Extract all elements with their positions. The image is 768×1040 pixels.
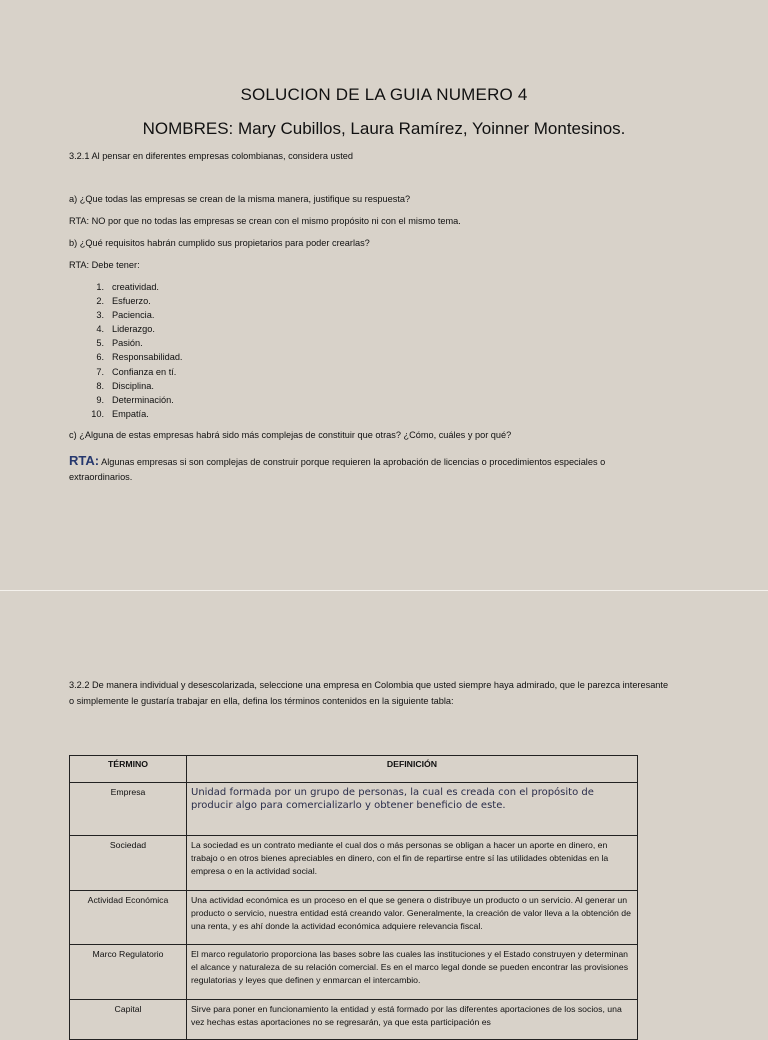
- list-item: [84, 336, 183, 350]
- definition-cell: La sociedad es un contrato mediante el cual dos o más personas se obligan a hacer un aporte en dinero, en trabajo o en otros bienes apreciables en dinero, con el fin de repartirse entre sí las utilidades obtenidas en la empresa o en la actividad social.: [187, 836, 638, 891]
- question-a: a) ¿Que todas las empresas se crean de la misma manera, justifique su respuesta?: [69, 194, 411, 204]
- list-item-number: 8.: [96, 380, 104, 391]
- term-cell: Sociedad: [70, 836, 187, 891]
- list-item-number: 2.: [96, 296, 104, 307]
- term-cell: Actividad Económica: [70, 891, 187, 945]
- list-item-text: Empatía.: [112, 408, 149, 419]
- list-item: [84, 308, 183, 322]
- list-item-number: 5.: [96, 338, 104, 349]
- list-item-number: 4.: [96, 324, 104, 335]
- definition-cell: Unidad formada por un grupo de personas, la cual es creada con el propósito de producir algo para comercializarlo y obtener beneficio de este.: [187, 783, 638, 836]
- table-header-term: TÉRMINO: [70, 756, 187, 783]
- term-cell: Marco Regulatorio: [70, 945, 187, 1000]
- answer-c-label: RTA:: [69, 453, 100, 468]
- term-cell: Capital: [70, 1000, 187, 1040]
- list-item-number: 9.: [96, 394, 104, 405]
- answer-b: RTA: Debe tener:: [69, 260, 140, 270]
- list-item: [84, 350, 183, 364]
- page-title: SOLUCION DE LA GUIA NUMERO 4: [240, 85, 528, 104]
- question-b: b) ¿Qué requisitos habrán cumplido sus propietarios para poder crearlas?: [69, 238, 370, 248]
- list-item: [84, 322, 183, 336]
- list-item-number: 1.: [96, 282, 104, 292]
- list-item-text: Paciencia.: [112, 310, 155, 321]
- list-item-text: Determinación.: [112, 394, 174, 405]
- table-row: [70, 945, 638, 1000]
- list-item-text: Disciplina.: [112, 380, 154, 391]
- list-item-text: Liderazgo.: [112, 324, 155, 335]
- list-item-number: 3.: [96, 310, 104, 321]
- list-item: [84, 393, 183, 407]
- answer-c-text: Algunas empresas si son complejas de construir porque requieren la aprobación de licencias o procedimientos especiales o: [101, 457, 606, 467]
- section-intro-2: [69, 677, 668, 709]
- table-header-definition: DEFINICIÓN: [187, 756, 638, 783]
- authors-names: NOMBRES: Mary Cubillos, Laura Ramírez, Yoinner Montesinos.: [142, 119, 626, 138]
- list-item: [84, 294, 183, 308]
- definition-cell: Sirve para poner en funcionamiento la entidad y está formado por las diferentes aportaciones de los socios, una vez hechas estas aportaciones no se regresarán, ya que esta participación es: [187, 1000, 638, 1040]
- answer-c: [69, 453, 605, 485]
- table-row: [70, 836, 638, 891]
- list-item-text: creatividad.: [112, 282, 159, 292]
- requirements-list: [84, 280, 183, 421]
- table-row: [70, 1000, 638, 1040]
- list-item: [84, 280, 183, 294]
- list-item-number: 7.: [96, 366, 104, 377]
- list-item: [84, 407, 183, 421]
- answer-a: RTA: NO por que no todas las empresas se crean con el mismo propósito ni con el mismo tema.: [69, 216, 461, 226]
- list-item: [84, 365, 183, 379]
- question-c: c) ¿Alguna de estas empresas habrá sido más complejas de constituir que otras? ¿Cómo, cuáles y por qué?: [69, 430, 512, 440]
- list-item-text: Confianza en tí.: [112, 366, 177, 377]
- definitions-table: [69, 755, 638, 1040]
- section-intro: 3.2.1 Al pensar en diferentes empresas colombianas, considera usted: [69, 151, 353, 161]
- list-item-number: 6.: [96, 352, 104, 363]
- table-row: [70, 783, 638, 836]
- section-intro-2-line2: o simplemente le gustaría trabajar en ella, defina los términos contenidos en la siguiente tabla:: [69, 696, 454, 706]
- answer-c-text-2: extraordinarios.: [69, 472, 133, 482]
- list-item-text: Responsabilidad.: [112, 352, 183, 363]
- term-cell: Empresa: [70, 783, 187, 836]
- definition-cell: Una actividad económica es un proceso en el que se genera o distribuye un producto o un servicio. Al generar un producto o servicio, nuestra entidad está creando valor. Generalmente, la creación de valor lleva a la obtención de una renta, y es ahí donde la actividad económica adquiere relevancia fiscal.: [187, 891, 638, 945]
- list-item: [84, 379, 183, 393]
- list-item-number: 10.: [91, 408, 104, 419]
- list-item-text: Pasión.: [112, 338, 143, 349]
- table-row: [70, 891, 638, 945]
- section-intro-2-line1: 3.2.2 De manera individual y desescolarizada, seleccione una empresa en Colombia que usted siempre haya admirado, que le parezca interesante: [69, 680, 669, 690]
- definition-cell: El marco regulatorio proporciona las bases sobre las cuales las instituciones y el Estado construyen y determinan el alcance y naturaleza de su relación comercial. Es en el marco legal donde se pueden encontrar las provisiones regulatorias y leyes que definen y enmarcan el intercambio.: [187, 945, 638, 1000]
- table-header-row: [70, 756, 638, 783]
- list-item-text: Esfuerzo.: [112, 296, 151, 307]
